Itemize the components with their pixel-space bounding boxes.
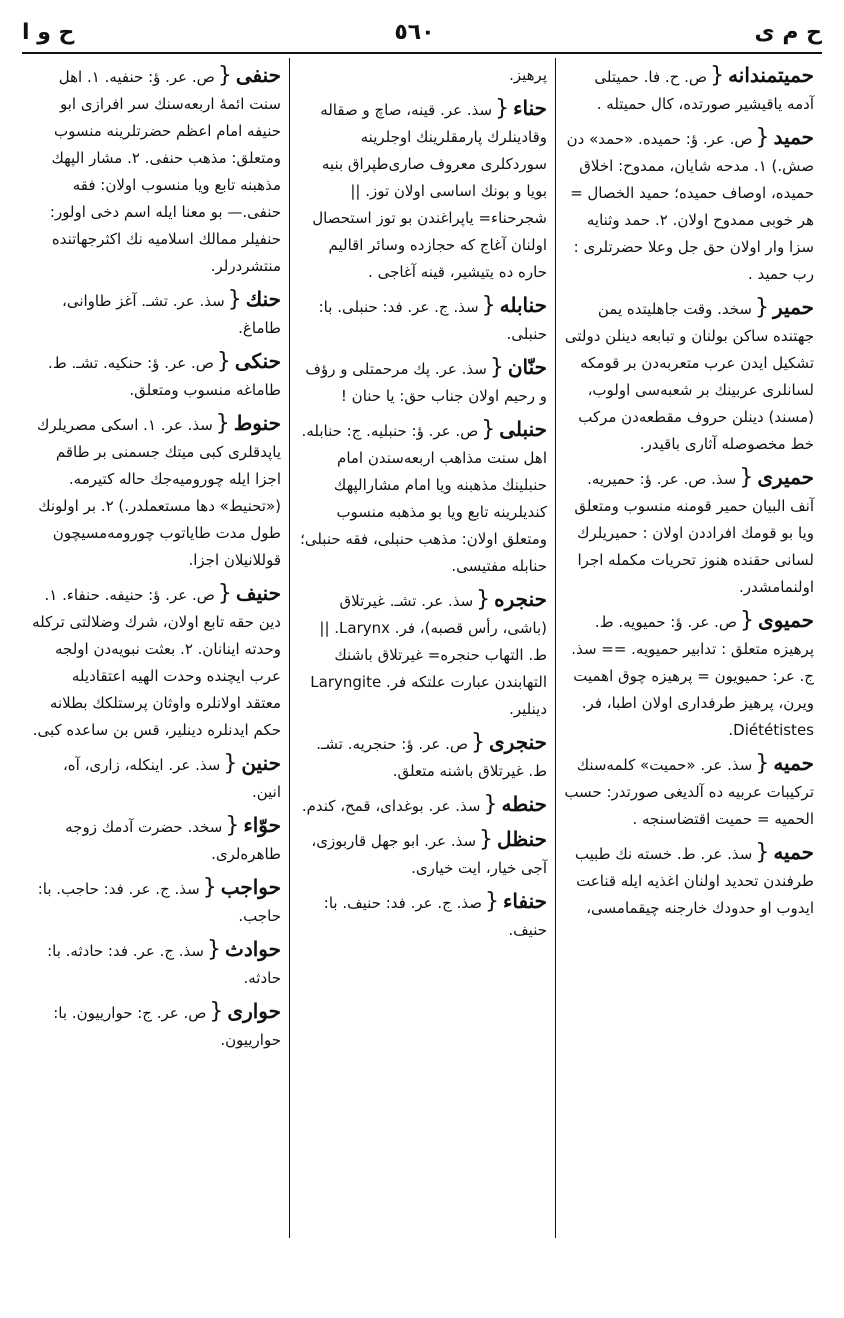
definition: سذ. عر. اينكله، زاری، آه، انين. <box>62 756 281 801</box>
definition: سخد. حضرت آدمك زوجه طاهره‌لری. <box>65 818 281 863</box>
brace-glyph: { <box>481 293 496 318</box>
brace-glyph: { <box>217 63 232 88</box>
column-3 <box>24 58 290 1238</box>
brace-glyph: { <box>739 465 754 490</box>
brace-glyph: { <box>484 889 499 914</box>
headword: حنابله <box>499 293 547 317</box>
brace-glyph: { <box>740 608 755 633</box>
brace-glyph: { <box>225 813 240 838</box>
definition: سذ. عر. پك مرحمتلی و رؤف و رحيم اولان جناب حق: يا حنان ! <box>305 360 547 405</box>
brace-glyph: { <box>483 792 498 817</box>
headword: حوّاء <box>243 813 281 837</box>
dictionary-columns <box>22 58 822 1238</box>
page-header <box>22 14 822 50</box>
headword: حنّان <box>507 355 547 379</box>
dictionary-entry <box>298 729 547 785</box>
brace-glyph: { <box>479 827 494 852</box>
definition: سذ. ج. عر. فد: حاجب. با: حاجب. <box>37 880 281 925</box>
dictionary-entry <box>298 354 547 410</box>
dictionary-entry <box>32 874 281 930</box>
dictionary-entry <box>298 791 547 820</box>
definition: سذ. عر. قينه، صاچ و صقاله وقادينلرك پارمقلرينك اوجلرينه سوردكلری معروف صاری‌طپراق بنيه بويا و بونك اساسی اولان توز. || شجرحناء= ياپراغندن بو توز استحصال اولنان آغاج كه حجازده وسائر اقاليم حاره ده يتيشير، قينه آغاجی . <box>312 101 547 281</box>
dictionary-entry <box>32 62 281 280</box>
headword: حواری <box>227 999 281 1023</box>
dictionary-entry <box>298 95 547 286</box>
dictionary-entry <box>32 348 281 404</box>
dictionary-entry <box>32 812 281 868</box>
brace-glyph: { <box>489 355 504 380</box>
definition: سذ. عر. بوغدای، قمح، كندم. <box>301 797 481 815</box>
brace-glyph: { <box>207 937 221 962</box>
headword: حنبلی <box>499 417 547 441</box>
definition: ص. عر. ؤ: حميويه. ط. پرهيزه متعلق : تدابير حميويه. == سذ. ج. عر: حميويون = پرهيزه چوق اهميت ويرن، پرهيز طرفداری اولان اطبا، فر. Diététistes. <box>571 613 814 739</box>
headword: حنفی <box>235 63 281 87</box>
brace-glyph: { <box>223 751 238 776</box>
dictionary-entry <box>32 936 281 992</box>
brace-glyph: { <box>755 840 770 865</box>
definition: ص. عر. ؤ: حنيفه. حنفاء. ۱. دين حقه تابع اولان، شرك وضلالتی تركله وحدته اينانان. ۲. بعثت نبويه‌دن اولجه عرب ايچنده وحدت الهيه اعتقاديله معتقد اولانلره واوثان پرستلكك بطلانه حكم ايدنلره دينلير، قس بن ساعده كبی. <box>32 586 281 739</box>
headword: حنفاء <box>502 889 547 913</box>
headword: حميری <box>757 465 814 489</box>
dictionary-entry <box>298 292 547 348</box>
definition: سذ. ج. عر. فد: حادثه. با: حادثه. <box>47 942 281 987</box>
definition: سخد. وقت جاهليتده يمن جهتنده ساكن بولنان و تبابعه دينلن دولتی تشكيل ايدن عرب متعربه‌دن بر قومكه لسانلری عربينك بر شعبه‌سی اولوب، (مسند) دينلن حروف مقطعه‌دن مركب خط مخصوصله آثاری باقيدر. <box>564 300 814 453</box>
definition: ص. عر. ؤ: حنجريه. تشـ. ط. غيرتلاق باشنه متعلق. <box>316 735 547 780</box>
definition: ص. عر. ؤ: حنبليه. ج: حنابله. اهل سنت مذاهب اربعه‌سندن امام حنبلينك مذهبنه ويا امام مشارالپهك كنديلرينه تابع ويا بو مذهبه منسوب ومتعلق اولان: مذهب حنبلی، فقه حنبلی؛ حنابله مفتيسی. <box>300 422 547 575</box>
brace-glyph: { <box>495 96 510 121</box>
dictionary-entry <box>298 62 547 89</box>
dictionary-entry <box>564 124 814 288</box>
brace-glyph: { <box>710 63 725 88</box>
definition: سذ. عر. ۱. اسكی مصريلرك ياپدقلری كبی ميتك جسمنی بر طاقم اجزا ايله چوروميه‌جك حاله كتيرمه. («تحنيط» دها مستعملدر.) ۲. بر اولونك طول مدت طاياتوب چورومه‌مسيچون قوللانيلان اجزا. <box>37 416 281 569</box>
headword: حميوی <box>758 608 814 632</box>
dictionary-entry <box>564 750 814 833</box>
brace-glyph: { <box>481 417 496 442</box>
headword: حمير <box>773 295 814 319</box>
headword: حنيف <box>235 581 281 605</box>
headword: حميد <box>773 125 814 149</box>
dictionary-entry <box>564 607 814 744</box>
headword: حنجری <box>489 730 547 754</box>
headword: حميه <box>773 840 814 864</box>
dictionary-entry <box>32 750 281 806</box>
brace-glyph: { <box>217 581 232 606</box>
headword: حنجره <box>494 587 547 611</box>
headword: حنطه <box>501 792 547 816</box>
definition: ص. عر. ج: حوارييون. با: حوارييون. <box>53 1004 281 1049</box>
dictionary-entry <box>298 416 547 580</box>
column-1 <box>556 58 822 1238</box>
definition: سذ. عر. تشـ. غيرتلاق (باشی، رأس قصبه)، فر. Larynx. || ط. التهاب حنجره= غيرتلاق باشنك التهابندن عبارت علتكه فر. Laryngite دينلير. <box>310 592 547 718</box>
brace-glyph: { <box>755 295 769 320</box>
headword: حواجب <box>220 875 281 899</box>
headword: حنوط <box>233 411 281 435</box>
dictionary-entry <box>298 586 547 723</box>
definition: ص. ح. فا. حميتلی آدمه یاقیشیر صورتده، کال حميتله . <box>594 68 814 113</box>
dictionary-entry <box>564 464 814 601</box>
definition: سذ. عر. ط. خسته نك طبيب طرفندن تحديد اولنان اغذيه ايله قناعت ايدوب او حدودك خارجنه چيقمامسی، <box>574 845 814 917</box>
definition-continuation: پرهيز. <box>509 66 547 84</box>
brace-glyph: { <box>227 287 242 312</box>
headword: حوادث <box>225 937 281 961</box>
column-2 <box>290 58 556 1238</box>
definition: ص. عر. ؤ: حميده. «حمد» دن صش.) ۱. مدحه شايان، ممدوح: اخلاق حميده، اوصاف حميده؛ حميد الخصال = هر خوبی ممدوح اولان. ۲. حمد وثنايه سزا وار اولان حق جل وعلا حضرتلری : رب حميد . <box>566 130 814 283</box>
definition: سذ. عر. ابو جهل قاربوزی، آجی خيار، ايت خياری. <box>311 832 547 877</box>
dictionary-entry <box>32 580 281 744</box>
definition: ص. عر. ؤ: حنفيه. ۱. اهل سنت ائمهٔ اربعه‌سنك سر افرازی ابو حنيفه امام اعظم حضرتلرينه منسوب ومتعلق: مذهب حنفی. ۲. مشار الپهك مذهبنه تابع ويا منسوب اولان: فقه حنفی.— بو معنا ايله اسم دخی اولور: حنفيلر ممالك اسلاميه نك اكثرجهاتنده منتشردرلر. <box>49 68 281 275</box>
headword: حنين <box>241 751 281 775</box>
definition: سذ. عر. تشـ. آغز طاوانی، طاماغ. <box>62 292 281 337</box>
brace-glyph: { <box>216 349 231 374</box>
brace-glyph: { <box>215 411 230 436</box>
definition: صذ. ج. عر. فد: حنيف. با: حنيف. <box>323 894 547 939</box>
definition: ص. عر. ؤ: حنكيه. تشـ. ط. طاماغه منسوب ومتعلق. <box>48 354 281 399</box>
dictionary-entry <box>564 62 814 118</box>
dictionary-entry <box>32 410 281 574</box>
definition: سذ. عر. «حميت» كلمه‌سنك تركيبات عربيه ده آلديغی صورتدر: حسب الحميه = حميت اقتضاسنجه . <box>564 756 814 828</box>
definition: سذ. ج. عر. فد: حنبلی. با: حنبلی. <box>318 298 547 343</box>
brace-glyph: { <box>755 751 770 776</box>
running-head-left: ح و ا <box>22 19 75 45</box>
dictionary-entry <box>564 839 814 922</box>
page-number: ٥٦٠ <box>394 19 435 45</box>
dictionary-entry <box>298 888 547 944</box>
brace-glyph: { <box>755 125 770 150</box>
running-head-right: ح م ی <box>754 19 822 45</box>
dictionary-entry <box>32 998 281 1054</box>
dictionary-entry <box>32 286 281 342</box>
dictionary-entry <box>298 826 547 882</box>
headword: حناء <box>513 96 547 120</box>
brace-glyph: { <box>209 999 224 1024</box>
header-rule <box>22 52 822 54</box>
dictionary-entry <box>564 294 814 458</box>
brace-glyph: { <box>476 587 491 612</box>
headword: حنظل <box>497 827 547 851</box>
headword: حنك <box>245 287 281 311</box>
definition: سذ. ص. عر. ؤ: حميريه. آنف البيان حمير قومنه منسوب ومتعلق ويا بو قومك افراددن اولان : حميريلرك لسانی حقنده هنوز تحريات مكمله اجرا اولنمامشدر. <box>574 470 814 596</box>
brace-glyph: { <box>202 875 217 900</box>
headword: حميتمندانه <box>728 63 814 87</box>
headword: حميه <box>773 751 814 775</box>
brace-glyph: { <box>471 730 485 755</box>
headword: حنكی <box>234 349 281 373</box>
